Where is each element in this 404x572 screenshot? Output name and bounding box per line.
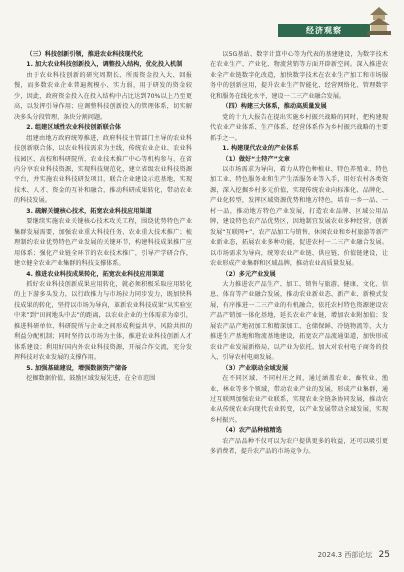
- paragraph: 挖掘数据价值，鼓励区域发展先进，在全市范围: [26, 375, 156, 383]
- paragraph: 组建由地方政府统筹推进，政府科技主管部门主导的农业科技创新联合体，以农业科技需求为主线，传统农业企业、农业科技园区、高校和科研院所、农业技术推广中心等机构参与，在省内分享农业科技资源，实现科技规范化，建立省级农业科技资源平台，并实施农业科技研发项目，联合企业建设示范基地，实现技术、人才、资金的互补和融合，推动科研成果转化，带动农业的科技发展。: [14, 134, 192, 205]
- issue-label: 2024.3 西部论坛: [317, 551, 373, 559]
- paragraph: 以市场需求为导向，着力从特色种植业、特色养殖业、特色加工业、特色服务业和生产生活服务业等入手，用好农村各类资源，深入挖掘乡村多元价值，实现传统农业向标准化、品牌化、产业化转型，发挥区域资源优势和地方特色，培育一乡一品、一村一品，推动地方特色产业发展，打造农业品牌、区域公用品牌，建设特色农产品优势区，因地制宜发展农业多种经营，创新发展“互联网+”、农产品加工与销售、休闲农业和乡村旅游等新产业新业态，拓展农业多种功能，促进农村一二三产业融合发展。以市场需求为导向，统筹农业产业链、供应链、价值链建设，让农业形成产业集群和区域品牌，推动农业高质量发展。: [210, 165, 388, 268]
- section-heading: （1）做好“土特产”文章: [222, 155, 290, 163]
- paragraph: 农产品品种不仅可以为农户提供更多的收益，还可以吸引更多消费者，提升农产品的市场竞争力。: [210, 437, 388, 456]
- pagoda-icon: [366, 6, 392, 36]
- paragraph: 党的十九大报告在提出实施乡村振兴战略的同时，把构建现代农业产业体系、生产体系、经营体系作为乡村振兴战略的主要抓手之一。: [210, 113, 388, 142]
- section-heading: （3）产业联动全域发展: [222, 364, 288, 372]
- right-column: [210, 50, 388, 458]
- paragraph: 以5G基站、数字计算中心等为代表的基建建设，为数字技术在农业生产、产业化、物流营销等方面开辟新空间。深入推进农业全产业链数字化改造，加快数字技术在农业生产加工和市场服务中的创新应用，提升农业生产智能化、经营网络化、管理数字化和服务在线化水平，建设一二三产业融合发展。: [210, 51, 388, 100]
- section-heading: （4）农产品种植精选: [222, 427, 282, 435]
- left-column: [14, 50, 192, 385]
- section-heading: （2）多元产业发展: [222, 270, 276, 278]
- paragraph: 由于农业科技创新的研究周期长、所需资金投入大、回报慢，而多数农业企业普遍规模小、实力弱，用于研发的资金较少，因此，政府资金投入在投入结构中占比达到70%以上乃至更高，以发挥引导作用；应调整科技创新投入的管理体系，切实解决多头分段管理、条块分割问题。: [14, 71, 192, 121]
- page-number: 25: [378, 550, 390, 560]
- section-heading: 5. 加强基础建设，增强数据资产储备: [26, 364, 128, 372]
- paragraph: 抓好农业科技创新成果应用转化，就必须积极采取应用转化的上下游多头发力，以行政推力与市场拉力同步发力，既加快科技成果的转化，坚持以市场为导向，革新农业科技成果“从实验室中来”到“田间地头中去”的距离，以农业企业的主体需求为牵引，推进科研单位、科研院所与企业之间形成利益共享、风险共担的利益分配机制；同时坚持以市场为主体，推进农业科技创新人才体系建设；利用好国内外农业科技资源，开展合作交流，充分发挥科技对农业发展的支撑作用。: [14, 280, 192, 362]
- section-heading: （三）科技创新引领，推进农业科技现代化: [26, 51, 143, 58]
- section-heading: 1. 构建现代农业的产业体系: [222, 145, 299, 153]
- section-heading: 3. 疏解关键核心技术，拓宽农业科技应用渠道: [26, 207, 152, 215]
- section-ribbon: 经济观察: [278, 24, 370, 37]
- page-footer: [318, 550, 390, 560]
- section-header: [278, 6, 396, 38]
- section-heading: 4. 推进农业科技成果转化，拓宽农业科技应用渠道: [26, 270, 164, 278]
- section-heading: 1. 加大农业科技创新投入，调整投入结构，优化投入机制: [26, 61, 183, 69]
- section-heading: （四）构建三大体系，推动高质量发展: [222, 103, 327, 111]
- paragraph: 大力推进农产品生产、加工、销售与旅游、健康、文化、信息、体育等产业融合发展，推动农业新业态、新产业、新模式发展，有序推进一二三产业的有机融合，依托农村特色资源建设农产品产销加一体化基地，延长农业产业链，增加农业附加值；发展农产品产地初加工和精深加工、仓储保鲜、冷链物流等，大力推进生产基地和物流基地建设，拓宽农产品流通渠道，加快形成农业产业发展新格局，以产业为依托、加大对农村电子商务的投入，引导农村电商发展。: [210, 280, 388, 362]
- paragraph: 在不同区域、不同村庄之间，通过涵盖农业、畜牧业、渔业、林业等多个领域，带动农业产业的发展，形成产业集群，通过互联网加强农业产业联系，实现农业全链条协同发展，推动农业从传统农业向现代农业转变，以产业发展带动全域发展，实现乡村振兴。: [210, 375, 388, 424]
- paragraph: 要继续实施农业关键核心技术攻关工程，围绕优势特色产业集群发展需要，加强农业重大科技任务、农业重大技术推广；梳理制约农业优势特色产业发展的关键环节，构建科技成果推广应用体系；强化产业链全环节的农业技术推广，引导产学研合作，建立健全农业产业集群的科技支撑体系。: [14, 218, 192, 268]
- section-heading: 2. 组建区域性农业科技创新联合体: [26, 124, 122, 132]
